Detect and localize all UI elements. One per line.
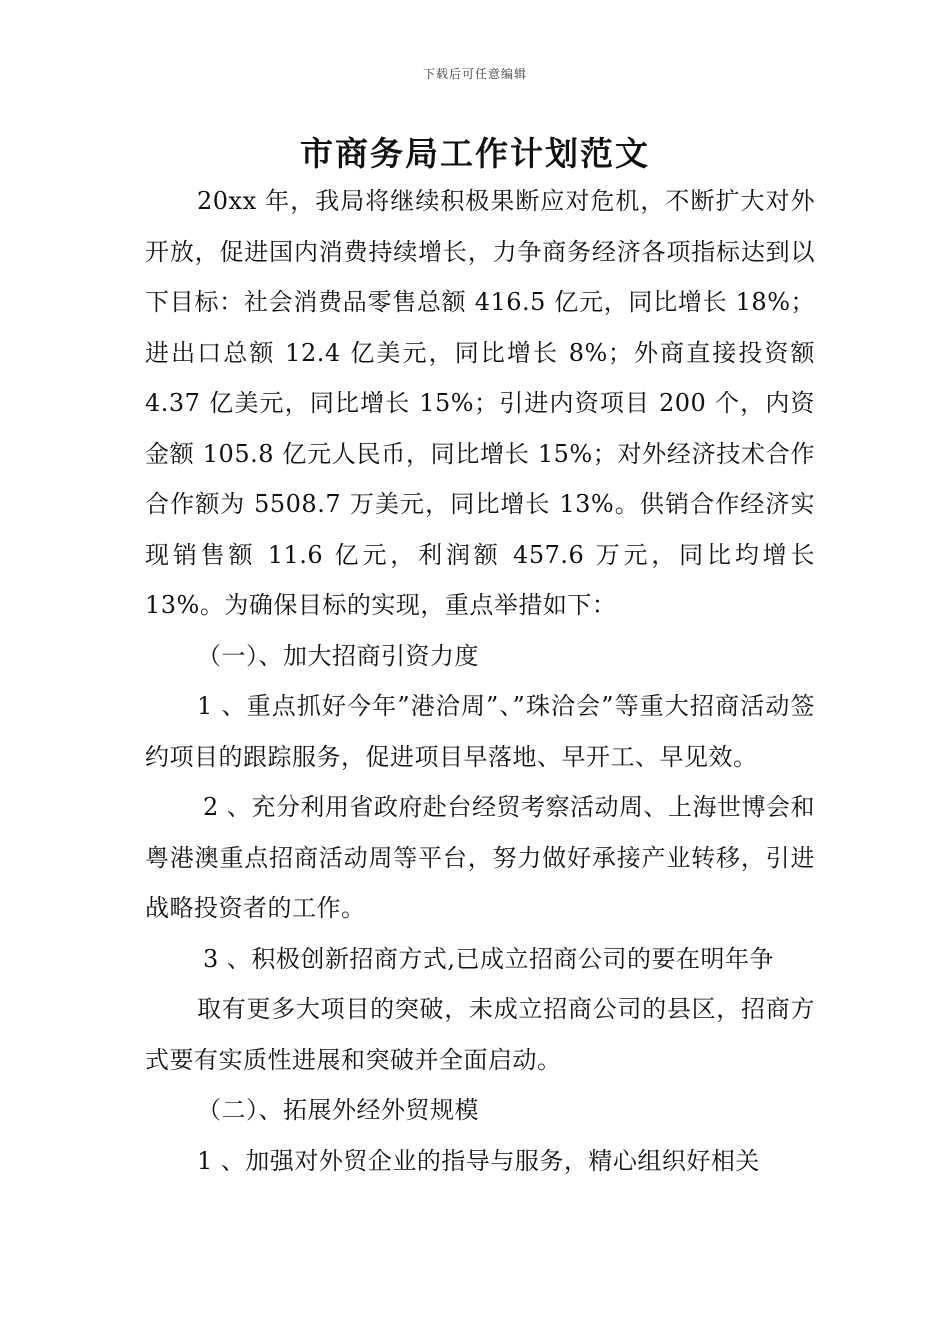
paragraph-item-3: 3 、积极创新招商方式,已成立招商公司的要在明年争 [203, 944, 775, 973]
paragraph-item-3-cont: 取有更多大项目的突破，未成立招商公司的县区，招商方式要有实质性进展和突破并全面启动。 [145, 995, 815, 1074]
paragraph-item-4: 1 、加强对外贸企业的指导与服务，精心组织好相关 [197, 1146, 760, 1175]
document-body [145, 176, 815, 1186]
document-title: 市商务局工作计划范文 [300, 134, 650, 173]
section-heading-1: （一）、加大招商引资力度 [197, 641, 479, 670]
paragraph-item-2: 2 、充分利用省政府赴台经贸考察活动周、上海世博会和粤港澳重点招商活动周等平台，努力做好承接产业转移，引进战略投资者的工作。 [145, 793, 815, 922]
section-heading-2: （二）、拓展外经外贸规模 [197, 1096, 479, 1124]
header-note: 下载后可任意编辑 [422, 67, 527, 81]
paragraph-intro: 20xx 年，我局将继续积极果断应对危机，不断扩大对外开放，促进国内消费持续增长，力争商务经济各项指标达到以下目标：社会消费品零售总额 416.5 亿元，同比增长 18%；进出口总额 12.4 亿美元，同比增长 8%；外商直接投资额 4.37 亿美元，同比增长 15%；引进内资项目 200 个，内资金额 105.8 亿元人民币，同比增长 15%；对外经济技术合作合作额为 5508.7 万美元，同比增长 13%。供销合作经济实现销售额 11.6 亿元，利润额 457.6 万元，同比均增长 13%。为确保目标的实现，重点举措如下： [145, 187, 815, 619]
paragraph-item-1: 1 、重点抓好今年”港洽周”、”珠洽会”等重大招商活动签约项目的跟踪服务，促进项目早落地、早开工、早见效。 [145, 692, 815, 771]
